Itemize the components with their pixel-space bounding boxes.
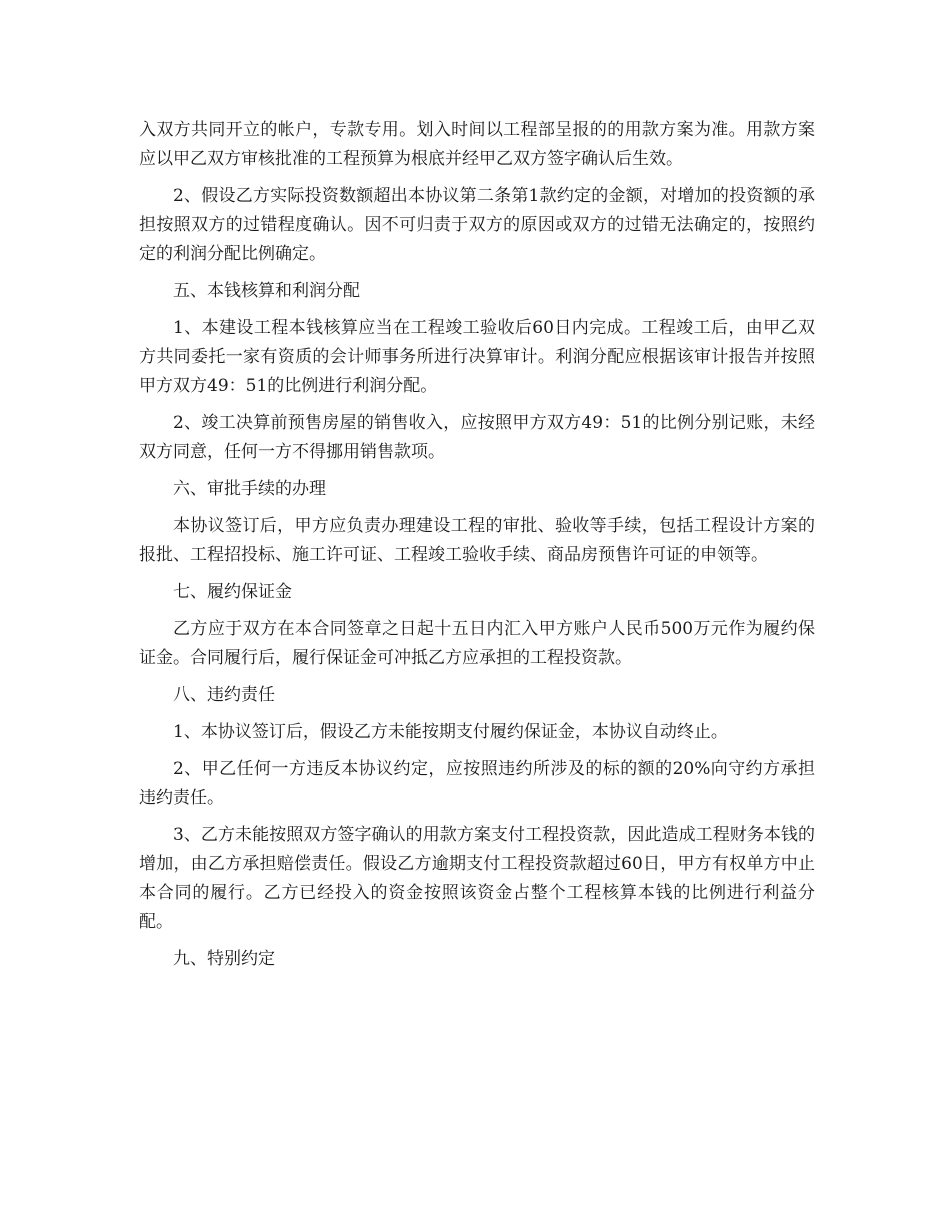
paragraph-clause-8-3: 3、乙方未能按照双方签字确认的用款方案支付工程投资款，因此造成工程财务本钱的增加，由乙方承担赔偿责任。假设乙方逾期支付工程投资款超过60日，甲方有权单方中止本合同的履行。乙方已经投入的资金按照该资金占整个工程核算本钱的比例进行利益分配。 [139,825,815,932]
paragraph-clause-7: 乙方应于双方在本合同签章之日起十五日内汇入甲方账户人民币500万元作为履约保证金。合同履行后，履行保证金可冲抵乙方应承担的工程投资款。 [139,619,815,668]
paragraph-clause-8-2: 2、甲乙任何一方违反本协议约定，应按照违约所涉及的标的额的20%向守约方承担违约责任。 [139,759,815,808]
section-heading-5: 五、本钱核算和利润分配 [173,281,360,301]
paragraph-clause-5-1: 1、本建设工程本钱核算应当在工程竣工验收后60日内完成。工程竣工后，由甲乙双方共同委托一家有资质的会计师事务所进行决算审计。利润分配应根据该审计报告并按照甲方双方49：51的比例进行利润分配。 [139,318,815,396]
paragraph-clause-5-2: 2、竣工决算前预售房屋的销售收入，应按照甲方双方49：51的比例分别记账，未经双方同意，任何一方不得挪用销售款项。 [139,413,815,462]
paragraph-clause-2-investment: 2、假设乙方实际投资数额超出本协议第二条第1款约定的金额，对增加的投资额的承担按照双方的过错程度确认。因不可归责于双方的原因或双方的过错无法确定的，按照约定的利润分配比例确定。 [139,186,815,264]
section-heading-6: 六、审批手续的办理 [173,479,326,499]
paragraph-continuation: 入双方共同开立的帐户，专款专用。划入时间以工程部呈报的的用款方案为准。用款方案应以甲乙双方审核批准的工程预算为根底并经甲乙双方签字确认后生效。 [139,120,815,169]
section-heading-9: 九、特别约定 [173,949,275,969]
paragraph-clause-8-1: 1、本协议签订后，假设乙方未能按期支付履约保证金，本协议自动终止。 [173,722,728,742]
paragraph-clause-6: 本协议签订后，甲方应负责办理建设工程的审批、验收等手续，包括工程设计方案的报批、工程招投标、施工许可证、工程竣工验收手续、商品房预售许可证的申领等。 [139,516,815,565]
document-page [139,116,815,982]
section-heading-7: 七、履约保证金 [173,582,292,602]
section-heading-8: 八、违约责任 [173,685,275,705]
